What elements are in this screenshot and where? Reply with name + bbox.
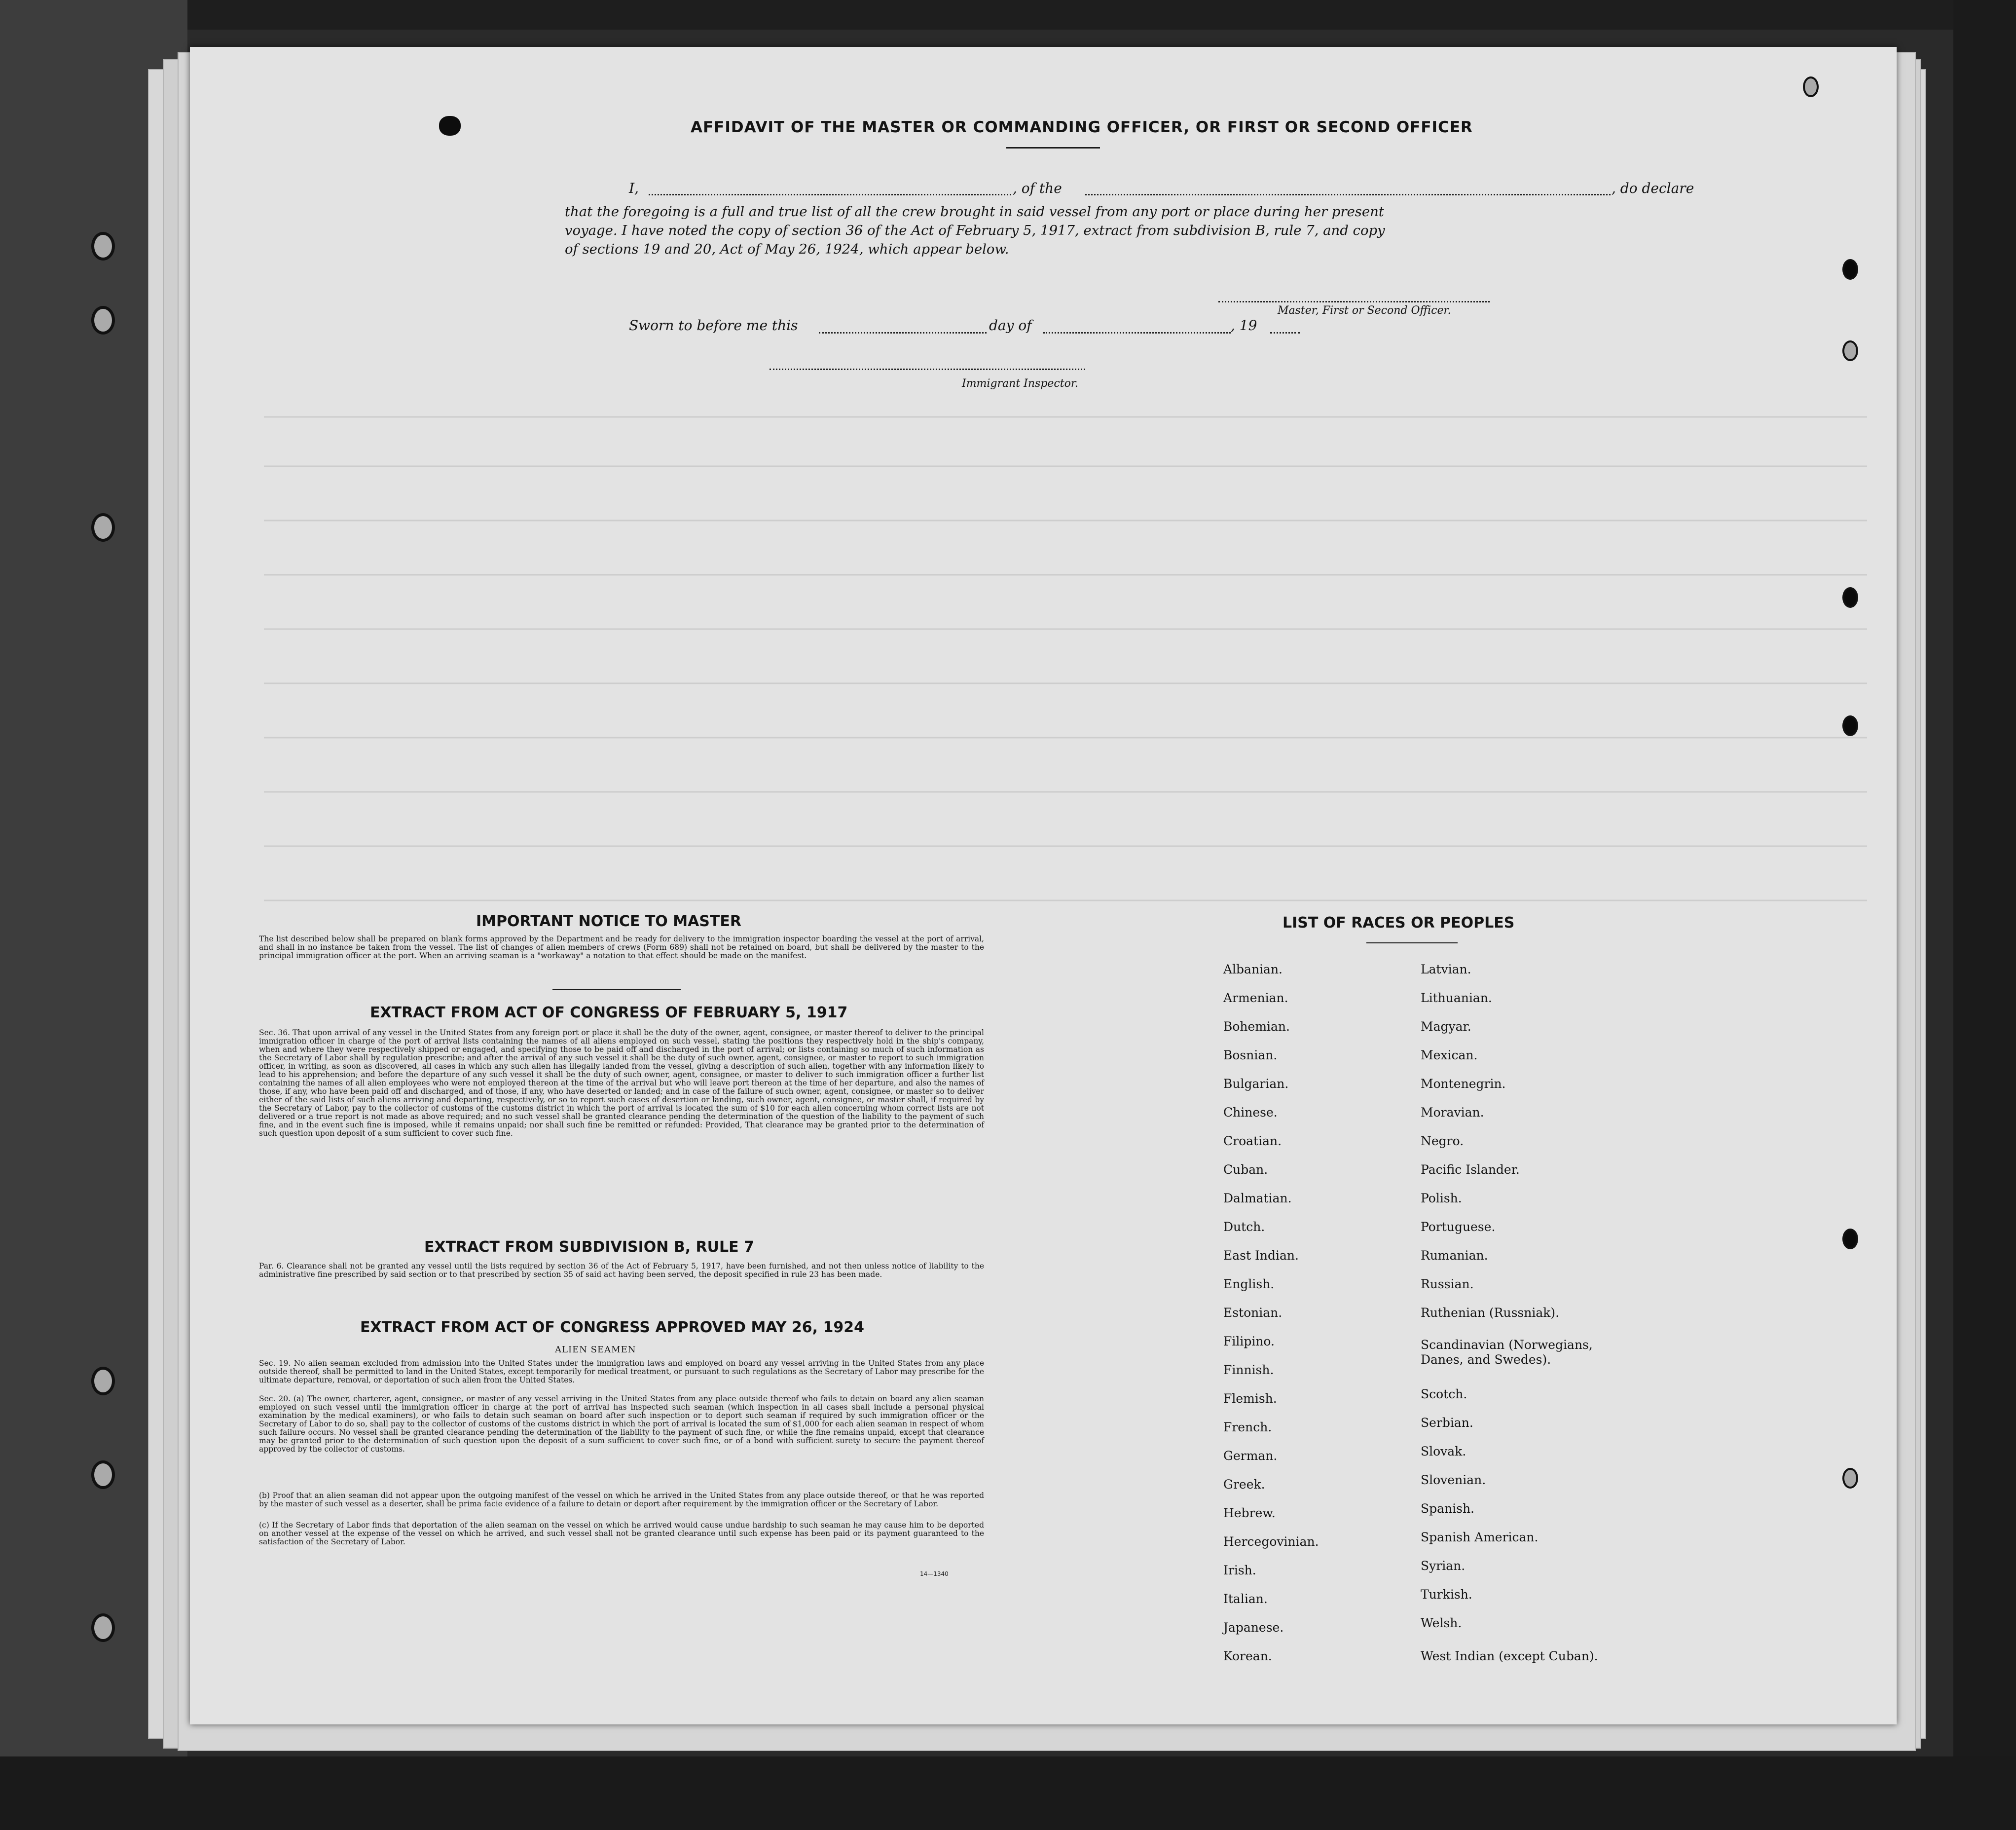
extract-1924-title: EXTRACT FROM ACT OF CONGRESS APPROVED MAY 26, 1924: [360, 1319, 864, 1336]
notice-text: The list described below shall be prepared on blank forms approved by the Department and be ready for delivery to the immigration inspector boarding the vessel at the port of arrival, and shall in no instance be taken from the vessel. The list of changes of alien members of crews (Form 689) shall not be retained on board, but shall be delivered by the master to the principal immigration officer at the port. When an arriving seaman is a "workaway" a notation to that effect should be made on the manifest.: [259, 934, 984, 960]
race-left-item: Filipino.: [1223, 1334, 1275, 1348]
inspector-signature-field[interactable]: [770, 369, 1085, 370]
race-left-item: Italian.: [1223, 1592, 1268, 1606]
race-right-item: Slovenian.: [1421, 1473, 1486, 1487]
day-of-label: day of: [989, 317, 1032, 334]
sworn-day-field[interactable]: [819, 332, 987, 334]
race-right-item: Slovak.: [1421, 1444, 1466, 1458]
race-right-item: Turkish.: [1421, 1587, 1472, 1602]
race-left-item: German.: [1223, 1449, 1278, 1463]
declaration-declare: , do declare: [1612, 180, 1694, 196]
race-right-item: Pacific Islander.: [1421, 1162, 1520, 1177]
master-signature-label: Master, First or Second Officer.: [1278, 304, 1451, 317]
binder-hole-icon: [91, 1613, 115, 1642]
declaration-i: I,: [629, 180, 639, 196]
binder-hole-icon: [91, 1460, 115, 1489]
page-hole-icon: [1842, 259, 1858, 280]
race-left-item: Korean.: [1223, 1649, 1272, 1663]
race-right-item: Syrian.: [1421, 1559, 1466, 1573]
race-left-item: Hercegovinian.: [1223, 1534, 1319, 1549]
race-left-item: Cuban.: [1223, 1162, 1268, 1177]
race-right-item: Montenegrin.: [1421, 1077, 1506, 1091]
page-hole-icon: [1842, 340, 1858, 361]
vessel-name-field[interactable]: [1085, 194, 1611, 195]
year-label: , 19: [1231, 317, 1257, 334]
extract-1924-sec20b: (b) Proof that an alien seaman did not appear upon the outgoing manifest of the vessel on which he arrived in the United States from any place outside thereof, or that he was reported by the master of such vessel as a deserter, shall be prima facie evidence of a failure to detain or deport after requirement by the immigration officer or the Secretary of Labor.: [259, 1491, 984, 1508]
page-hole-icon: [1842, 1468, 1858, 1489]
extract-1924-sec20: Sec. 20. (a) The owner, charterer, agent, consignee, or master of any vessel arriving in the United States from any place outside thereof who fails to detain on board any alien seaman employed on such vessel until the immigration officer in charge at the port of arrival has inspected such seaman (which inspection in all cases shall include a personal physical examination by the medical examiners), or who fails to detain such seaman on board after such inspection or to deport such seaman if required by such immigration officer or the Secretary of Labor to do so, shall pay to the collector of customs of the customs district in which the port of arrival is located the sum of $1,000 for each alien seaman in respect of whom such failure occurs. No vessel shall be granted clearance pending the determination of the liability to the payment of such fine, or while the fine remains unpaid, except that clearance may be granted prior to the determination of such question upon the deposit of a sum sufficient to cover such fine, or of a bond with sufficient surety to secure the payment thereof approved by the collector of customs.: [259, 1394, 984, 1454]
race-right-item: Portuguese.: [1421, 1220, 1496, 1234]
race-right-item: Magyar.: [1421, 1019, 1471, 1034]
race-left-item: Albanian.: [1223, 962, 1283, 976]
rule-7-text: Par. 6. Clearance shall not be granted any vessel until the lists required by section 36 of the Act of February 5, 1917, have been furnished, and not then unless notice of liability to the administrative fine prescribed by said section or to that prescribed by section 35 of said act having been served, the deposit specified in rule 23 has been made.: [259, 1262, 984, 1279]
officer-name-field[interactable]: [649, 194, 1011, 195]
races-divider: [1366, 942, 1458, 943]
race-right-item: Ruthenian (Russniak).: [1421, 1306, 1560, 1320]
affidavit-title-underline: [1006, 147, 1100, 149]
notice-divider: [552, 989, 681, 990]
race-right-item: West Indian (except Cuban).: [1421, 1649, 1598, 1663]
race-right-item: Lithuanian.: [1421, 991, 1492, 1005]
race-left-item: Bulgarian.: [1223, 1077, 1289, 1091]
races-title: LIST OF RACES OR PEOPLES: [1283, 914, 1515, 932]
declaration-line-2: that the foregoing is a full and true list of all the crew brought in said vessel from any port or place during her present: [565, 204, 1384, 220]
page-hole-icon: [1842, 715, 1858, 736]
alien-seamen-subtitle: ALIEN SEAMEN: [555, 1344, 636, 1355]
extract-1917-text: Sec. 36. That upon arrival of any vessel in the United States from any foreign port or place it shall be the duty of the owner, agent, consignee, or master thereof to deliver to the principal immigration officer in charge of the port of arrival lists containing the names of all aliens employed on such vessel, stating the positions they respectively hold in the ship's company, when and where they were respectively shipped or engaged, and specifying those to be paid off and discharged in the port of arrival; or lists containing so much of such information as the Secretary of Labor shall by regulation prescribe; and after the arrival of any such vessel it shall be the duty of such owner, agent, consignee, or master to report to such immigration officer, in writing, as soon as discovered, all cases in which any such alien has illegally landed from the vessel, giving a description of such alien, together with any information likely to lead to his apprehension; and before the departure of any such vessel it shall be the duty of such owner, agent, consignee, or master to deliver to such immigration officer a further list containing the names of all alien employees who were not employed thereon at the time of the arrival but who will leave port thereon at the time of her departure, and also the names of those, if any, who have been paid off and discharged, and of those, if any, who have deserted or landed; and in case of the failure of such owner, agent, consignee, or master so to deliver either of the said lists of such aliens arriving and departing, respectively, or so to report such cases of desertion or landing, such owner, agent, consignee, or master shall, if required by the Secretary of Labor, pay to the collector of customs of the customs district in which the port of arrival is located the sum of $10 for each alien concerning whom correct lists are not delivered or a true report is not made as above required; and no such vessel shall be granted clearance pending the determination of the question of the liability to the payment of such fine, and in the event such fine is imposed, while it remains unpaid; nor shall such fine be remitted or refunded: Provided, That clearance may be granted prior to the determination of such question upon deposit of a sum sufficient to cover such fine.: [259, 1028, 984, 1138]
race-right-item: Rumanian.: [1421, 1248, 1488, 1263]
binder-hole-icon: [91, 306, 115, 335]
notice-title: IMPORTANT NOTICE TO MASTER: [476, 913, 741, 930]
extract-1924-sec20c: (c) If the Secretary of Labor finds that deportation of the alien seaman on the vessel on which he arrived would cause undue hardship to such seaman he may cause him to be deported on another vessel at the expense of the vessel on which he arrived, and such vessel shall not be granted clearance until such expense has been paid or its payment guaranteed to the satisfaction of the Secretary of Labor.: [259, 1521, 984, 1546]
page-hole-icon: [1842, 1229, 1858, 1249]
declaration-line-4: of sections 19 and 20, Act of May 26, 1924, which appear below.: [565, 241, 1009, 257]
race-right-item: Mexican.: [1421, 1048, 1478, 1062]
scan-border-bottom: [0, 1756, 2016, 1830]
rule-7-title: EXTRACT FROM SUBDIVISION B, RULE 7: [424, 1238, 754, 1256]
race-left-item: Flemish.: [1223, 1391, 1277, 1406]
page-hole-icon: [1842, 587, 1858, 608]
extract-1924-sec19: Sec. 19. No alien seaman excluded from admission into the United States under the immigration laws and employed on board any vessel arriving in the United States from any place outside thereof, shall be permitted to land in the United States, except temporarily for medical treatment, or pursuant to such regulations as the Secretary of Labor may prescribe for the ultimate departure, removal, or deportation of such alien from the United States.: [259, 1359, 984, 1384]
binder-hole-icon: [91, 1367, 115, 1395]
race-right-item: Polish.: [1421, 1191, 1462, 1205]
race-left-item: Dalmatian.: [1223, 1191, 1292, 1205]
master-signature-field[interactable]: [1218, 301, 1490, 302]
race-left-item: Bosnian.: [1223, 1048, 1278, 1062]
bleed-through-lines: [190, 47, 1897, 1724]
race-right-item: Spanish.: [1421, 1501, 1475, 1516]
sworn-month-field[interactable]: [1043, 332, 1231, 334]
race-left-item: Irish.: [1223, 1563, 1256, 1577]
race-right-item: Negro.: [1421, 1134, 1464, 1148]
race-right-item: Spanish American.: [1421, 1530, 1539, 1544]
declaration-line-3: voyage. I have noted the copy of section 36 of the Act of February 5, 1917, extract from subdivision B, rule 7, and copy: [565, 223, 1385, 238]
race-left-item: Chinese.: [1223, 1105, 1278, 1120]
race-left-item: English.: [1223, 1277, 1275, 1291]
race-left-item: Estonian.: [1223, 1306, 1283, 1320]
race-left-item: Finnish.: [1223, 1363, 1274, 1377]
binder-hole-icon: [91, 513, 115, 542]
race-right-item: Welsh.: [1421, 1616, 1462, 1630]
document-page: [190, 47, 1897, 1724]
scan-border-right: [1953, 0, 2016, 1830]
race-right-item: Moravian.: [1421, 1105, 1484, 1120]
ink-blot: [439, 116, 461, 136]
race-left-item: Hebrew.: [1223, 1506, 1276, 1520]
race-left-item: East Indian.: [1223, 1248, 1299, 1263]
race-left-item: Japanese.: [1223, 1620, 1284, 1635]
race-left-item: French.: [1223, 1420, 1272, 1434]
page-hole-icon: [1803, 76, 1819, 97]
race-right-item: Serbian.: [1421, 1416, 1473, 1430]
race-right-item: Latvian.: [1421, 962, 1471, 976]
form-number: 14—1340: [920, 1570, 949, 1577]
scan-border-top: [0, 0, 2016, 30]
extract-1917-title: EXTRACT FROM ACT OF CONGRESS OF FEBRUARY 5, 1917: [370, 1004, 848, 1021]
inspector-label: Immigrant Inspector.: [962, 377, 1078, 390]
race-left-item: Armenian.: [1223, 991, 1288, 1005]
race-left-item: Bohemian.: [1223, 1019, 1290, 1034]
sworn-label: Sworn to before me this: [629, 317, 798, 334]
sworn-year-field[interactable]: [1270, 332, 1300, 334]
declaration-of: , of the: [1013, 180, 1062, 196]
race-right-item: Scandinavian (Norwegians, Danes, and Swedes).: [1421, 1338, 1593, 1367]
affidavit-title: AFFIDAVIT OF THE MASTER OR COMMANDING OFFICER, OR FIRST OR SECOND OFFICER: [691, 118, 1473, 136]
race-left-item: Croatian.: [1223, 1134, 1282, 1148]
binder-hole-icon: [91, 232, 115, 261]
race-left-item: Greek.: [1223, 1477, 1265, 1492]
race-right-item: Scotch.: [1421, 1387, 1467, 1401]
race-right-item: Russian.: [1421, 1277, 1474, 1291]
race-left-item: Dutch.: [1223, 1220, 1265, 1234]
